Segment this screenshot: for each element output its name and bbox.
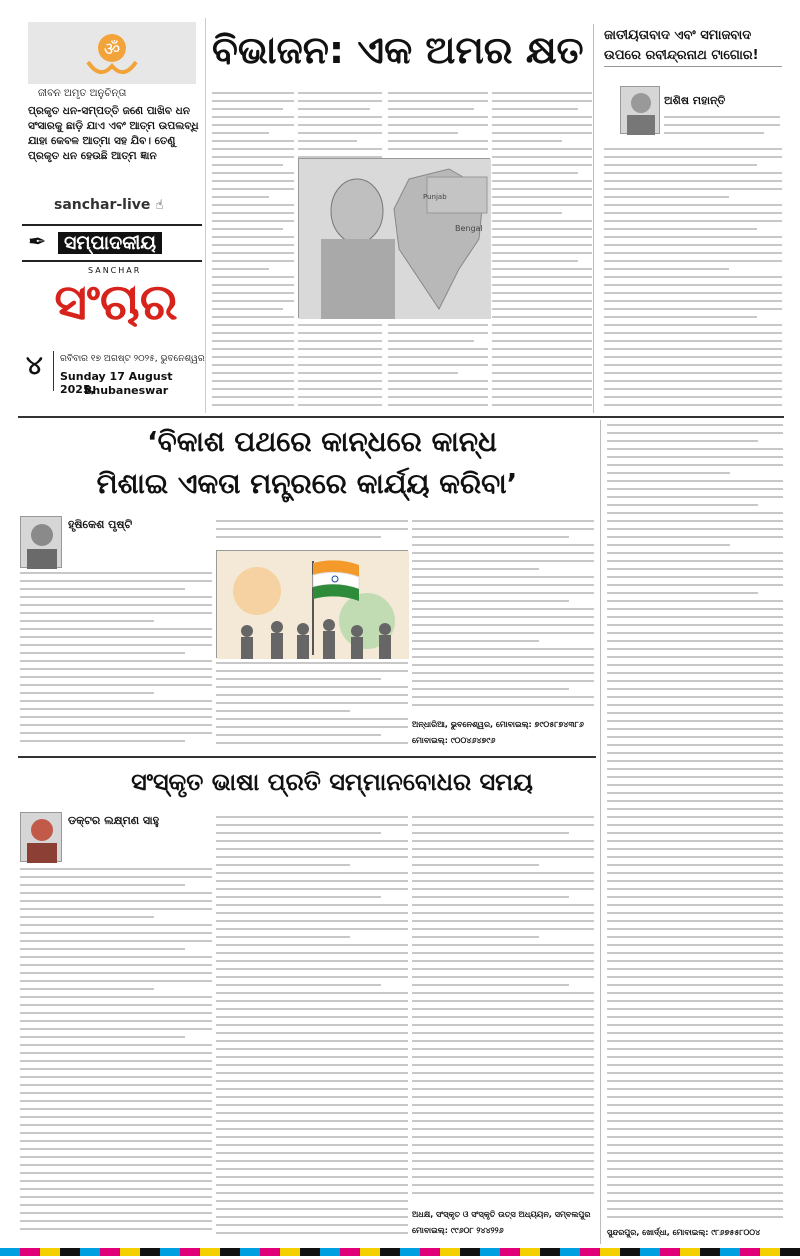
unity-headline-1: ‘ବିକାଶ ପଥରେ କାନ୍ଧରେ କାନ୍ଧ: [147, 425, 497, 458]
website-text[interactable]: sanchar-live: [54, 197, 151, 213]
daily-quote: ପ୍ରକୃତ ଧନ-ସମ୍ପତ୍ତି ଜଣେ ପାଖିବ ଧନ ସଂସାରକୁ ଛାଡ଼ି ଯାଏ ଏବଂ ଆତ୍ମ ଉପଲବ୍ଧି ଯାହା କେବଳ ଆତ୍ମା ସହ ଯିବ। ତେଣୁ ପ୍ରକୃତ ଧନ ହେଉଛି ଆତ୍ମ ଜ୍ଞାନ: [28, 105, 199, 162]
svg-text:ॐ: ॐ: [103, 39, 121, 60]
partition-col-4: [492, 92, 592, 410]
article-sanskrit: [18, 808, 596, 1244]
unity-author-photo: [20, 516, 62, 568]
section-label: [22, 224, 202, 262]
article-tagore: [600, 24, 784, 413]
masthead-logo: ସଂଚାର: [54, 273, 178, 331]
right-col-body: [607, 424, 783, 1224]
website-link[interactable]: [54, 194, 204, 214]
sidebar: [18, 18, 206, 413]
registration-strip: [0, 1248, 800, 1256]
sanskrit-author-name: ଡକ୍ଟର ଲକ୍ଷ୍ମଣ ସାହୁ: [68, 814, 159, 827]
section-label-text: ସମ୍ପାଦକୀୟ: [58, 232, 162, 254]
tagore-author-photo: [620, 86, 660, 134]
top-section-divider: [18, 416, 784, 418]
date-english-2: Bhubaneswar: [84, 384, 169, 397]
sanskrit-phone: ମୋବାଇଲ୍: ୯୯୬୦୮ ୨୪୪୨୨୬: [412, 1226, 504, 1235]
cursor-hand-icon: ☝: [155, 198, 164, 213]
unity-flag-illustration: [216, 550, 408, 658]
partition-photo: [298, 158, 490, 318]
tagore-headline: ଜାତୀୟତାବାଦ ଏବଂ ସମାଜବାଦ ଉପରେ ରବୀନ୍ଦ୍ରନାଥ ଟାଗୋର!: [604, 26, 782, 67]
article-unity: [18, 512, 596, 752]
tagore-body: [664, 116, 780, 144]
tagore-author-name: ଅଶିଷ ମହାନ୍ତି: [664, 94, 726, 107]
unity-col-2-bottom: [216, 662, 408, 748]
middle-section-divider: [18, 756, 596, 758]
unity-headline-2: ମିଶାଇ ଏକତା ମନ୍ତ୍ରରେ କାର୍ଯ୍ୟ କରିବା’: [96, 467, 518, 500]
sanskrit-col-1: [20, 868, 212, 1242]
masthead-small: SANCHAR: [88, 266, 142, 275]
om-hands-icon: [28, 22, 196, 84]
om-logo: [28, 22, 196, 84]
article-partition: [210, 24, 594, 413]
article-right-column: [600, 420, 784, 1244]
right-col-signoff: ସୁନ୍ଦରପୁର, ଖୋର୍ଦ୍ଧା, ମୋବାଇଲ୍: ୯୮୬୭୫୫୮୦୦୪: [607, 1228, 761, 1237]
unity-author-name: ହୃଷିକେଶ ପୃଷ୍ଟି: [68, 518, 133, 531]
unity-col-3: [412, 520, 594, 716]
partition-col-1: [212, 92, 294, 410]
flag-crowd-graphic: [217, 551, 409, 659]
sanskrit-author-photo: [20, 812, 62, 862]
pen-nib-icon: ✒: [28, 230, 47, 255]
partition-col-3: [388, 92, 488, 156]
unity-phone: ମୋବାଇଲ୍: ୯୦୦୪୬୪୭୯୬: [412, 736, 496, 745]
tagore-body-2: [604, 148, 782, 410]
date-english-1: Sunday 17 August 2025,: [60, 370, 173, 396]
logo-caption: ଜୀବନ ଅମୃତ ଅନୁଚିନ୍ତା: [38, 88, 127, 99]
partition-headline: ବିଭାଜନ: ଏକ ଅମର କ୍ଷତ: [212, 28, 584, 72]
date-odia: ରବିବାର ୧୭ ଅଗଷ୍ଟ ୨୦୨୫, ଭୁବନେଶ୍ୱର: [60, 354, 205, 364]
map-label-punjab: Punjab: [423, 193, 447, 201]
partition-montage-graphic: [299, 159, 491, 319]
sanskrit-signoff: ଅଧକ୍ଷ, ସଂସ୍କୃତ ଓ ସଂସ୍କୃତି ଉତ୍ସ ଅଧ୍ୟୟନ, ସମ୍ବଲପୁର: [412, 1210, 591, 1219]
page-number: ୪: [26, 351, 54, 391]
unity-col-1: [20, 572, 212, 748]
partition-col-3b: [388, 324, 488, 410]
sanskrit-headline: ସଂସ୍କୃତ ଭାଷା ପ୍ରତି ସମ୍ମାନବୋଧର ସମୟ: [131, 768, 533, 796]
unity-col-2-top: [216, 520, 408, 548]
sanskrit-col-3: [412, 816, 594, 1206]
map-label-bengal: Bengal: [455, 224, 483, 233]
sanskrit-col-2: [216, 816, 408, 1242]
unity-signoff: ଅନ୍ଧାରିଆ, ଭୁବନେଶ୍ୱର, ମୋବାଇଲ୍: ୭୯୦୫୮୭୪୩୮୬: [412, 720, 584, 729]
